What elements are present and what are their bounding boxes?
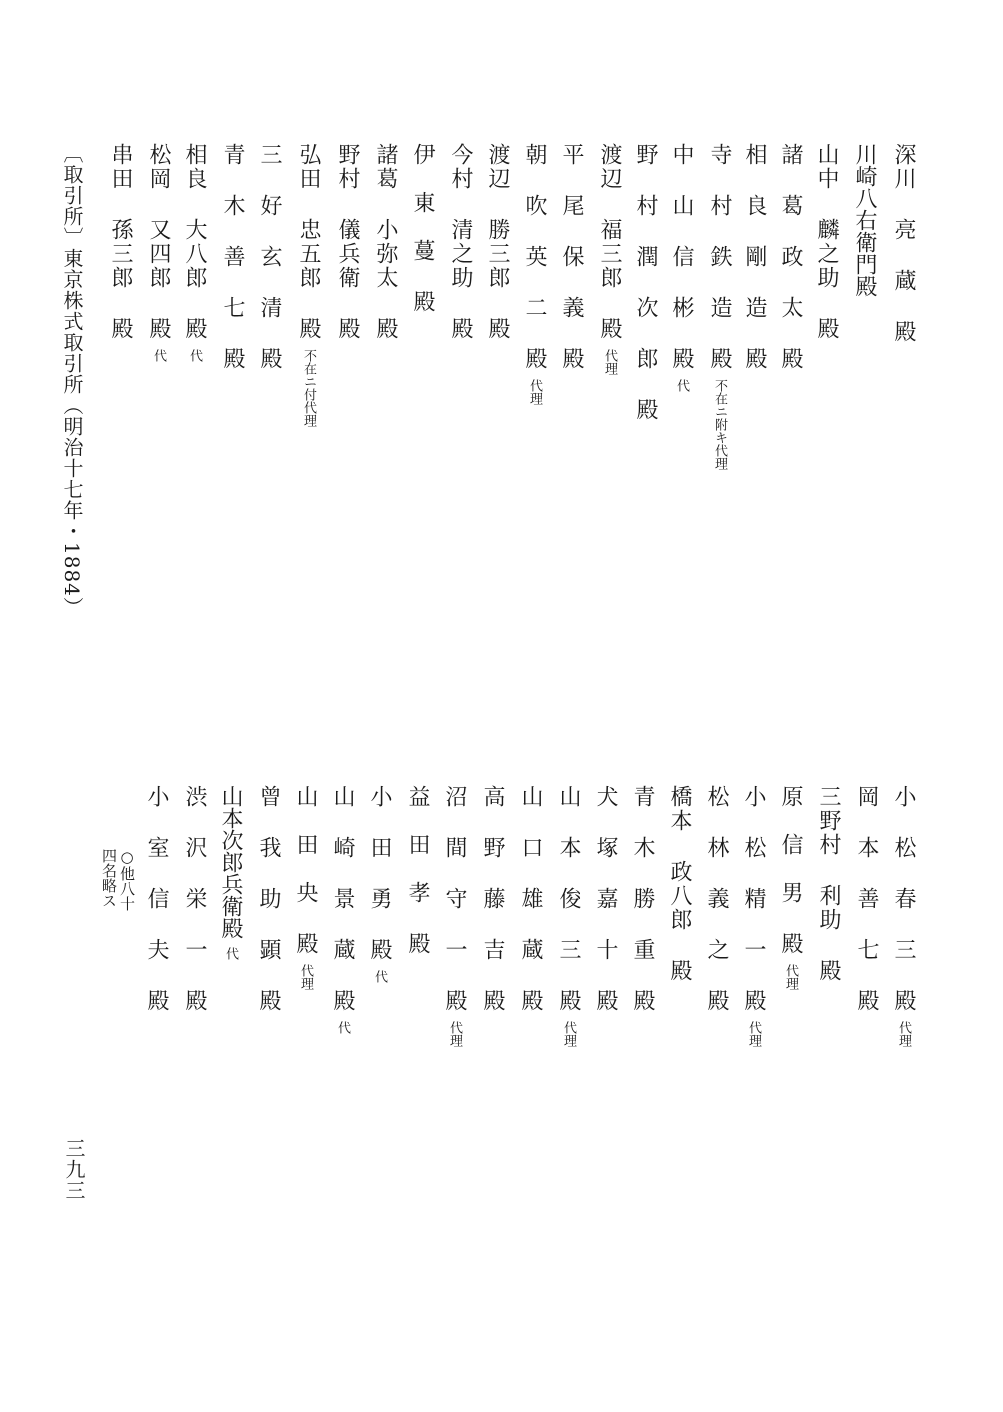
attendee-upper-21: 松岡 又四郎 殿代 (146, 143, 171, 362)
attendee-lower-12: 高 野 藤 吉 殿 (480, 785, 505, 1013)
source-citation (62, 143, 82, 618)
page-number: 三九三 (62, 1138, 86, 1201)
source-year: （明治十七年・1884） (60, 395, 84, 618)
attendee-lower-10: 山 本 俊 三 殿代理 (556, 785, 581, 1047)
attendee-upper-11: 朝 吹 英 二 殿代理 (522, 143, 547, 405)
attendee-lower-5: 小 松 精 一 殿代理 (741, 785, 766, 1047)
attendee-upper-3: 山中 麟之助 殿 (814, 143, 839, 341)
attendee-upper-9: 渡辺 福三郎 殿代理 (597, 143, 622, 375)
attendee-upper-17: 弘田 忠五郎 殿不在ニ付代理 (296, 143, 321, 427)
attendee-lower-3: 三野村 利助 殿 (816, 785, 841, 983)
attendee-lower-18: 曾 我 助 顕 殿 (256, 785, 281, 1013)
attendee-upper-15: 諸葛 小弥太 殿 (373, 143, 398, 341)
attendee-lower-6: 松 林 義 之 殿 (704, 785, 729, 1013)
attendee-upper-14: 伊 東 蔓 殿 (410, 143, 435, 314)
attendee-upper-5: 相 良 剛 造 殿 (742, 143, 767, 371)
attendee-lower-15: 小 田 勇 殿代 (367, 785, 392, 983)
attendee-upper-8: 野 村 潤 次 郎 殿 (633, 143, 658, 422)
attendee-upper-19: 青 木 善 七 殿 (220, 143, 245, 371)
attendee-upper-7: 中 山 信 彬 殿代 (669, 143, 694, 392)
attendee-upper-16: 野村 儀兵衛 殿 (335, 143, 360, 341)
attendee-upper-2: 川崎八右衛門殿 (852, 143, 877, 297)
attendee-lower-17: 山 田 央 殿代理 (293, 785, 318, 990)
attendee-lower-7: 橋本 政八郎 殿 (667, 785, 692, 983)
attendee-lower-21: 小 室 信 夫 殿 (144, 785, 169, 1013)
attendee-lower-14: 益 田 孝 殿 (405, 785, 430, 956)
attendee-lower-9: 犬 塚 嘉 十 殿 (593, 785, 618, 1013)
attendee-lower-20: 渋 沢 栄 一 殿 (182, 785, 207, 1013)
attendee-upper-18: 三 好 玄 清 殿 (257, 143, 282, 371)
attendee-upper-20: 相良 大八郎 殿代 (182, 143, 207, 362)
attendee-lower-16: 山 崎 景 蔵 殿代 (330, 785, 355, 1034)
omission-note-line2: 四名略ス (100, 848, 118, 908)
attendee-upper-6: 寺 村 鉄 造 殿不在ニ附キ代理 (707, 143, 732, 470)
attendee-lower-8: 青 木 勝 重 殿 (630, 785, 655, 1013)
omission-note-line1: ○他八十 (118, 848, 136, 911)
attendee-lower-2: 岡 本 善 七 殿 (854, 785, 879, 1013)
source-label: 〔取引所〕 (60, 143, 84, 248)
attendee-lower-19: 山本次郎兵衛殿代 (218, 785, 243, 960)
attendee-upper-13: 今村 清之助 殿 (448, 143, 473, 341)
attendee-upper-22: 串田 孫三郎 殿 (108, 143, 133, 341)
source-publisher: 東京株式取引所 (60, 248, 84, 395)
attendee-lower-13: 沼 間 守 一 殿代理 (442, 785, 467, 1047)
attendee-lower-4: 原 信 男 殿代理 (778, 785, 803, 990)
attendee-lower-1: 小 松 春 三 殿代理 (891, 785, 916, 1047)
attendee-lower-11: 山 口 雄 蔵 殿 (518, 785, 543, 1013)
attendee-upper-4: 諸 葛 政 太 殿 (778, 143, 803, 371)
attendee-upper-12: 渡辺 勝三郎 殿 (485, 143, 510, 341)
attendee-upper-1: 深川 亮 蔵 殿 (891, 143, 916, 344)
attendee-upper-10: 平 尾 保 義 殿 (559, 143, 584, 371)
